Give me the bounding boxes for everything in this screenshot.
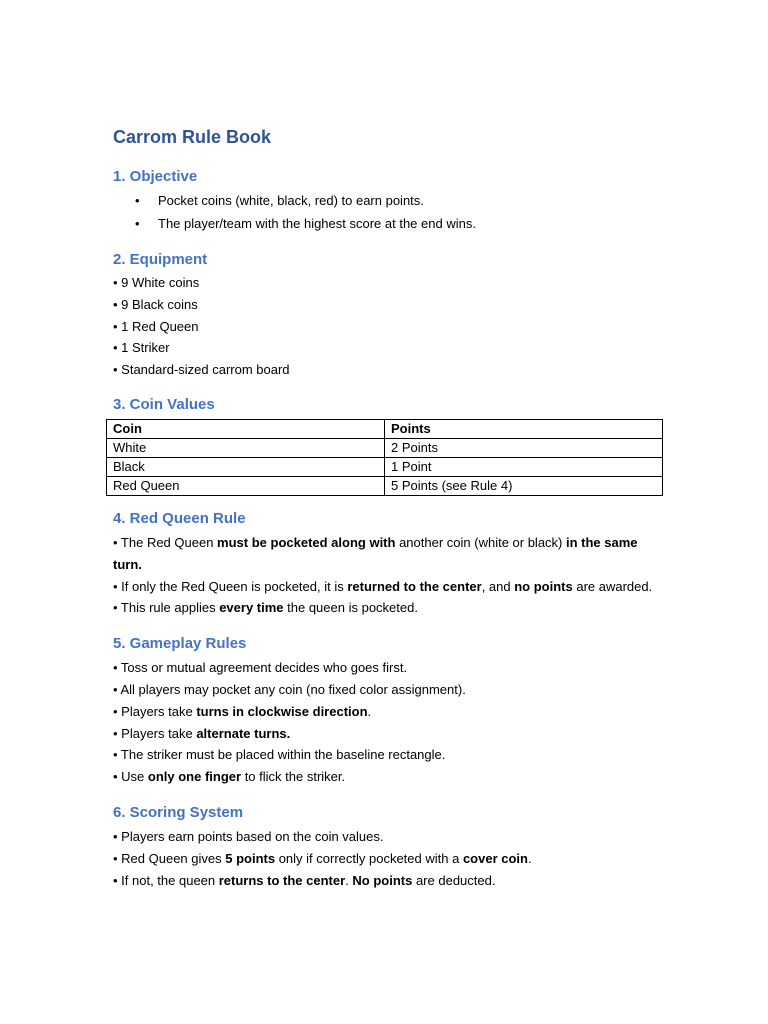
rule-paragraph: • This rule applies every time the queen is pocketed. (113, 600, 418, 616)
table-cell: 5 Points (see Rule 4) (385, 476, 663, 495)
bullet-icon: • (135, 193, 140, 208)
list-item: • 1 Red Queen (113, 318, 199, 334)
red-queen-rules (113, 532, 663, 619)
table-row (107, 457, 663, 476)
list-item: • 1 Striker (113, 340, 170, 356)
scoring-heading: 6. Scoring System (113, 803, 244, 821)
gameplay-rules (113, 657, 663, 788)
document-title: Carrom Rule Book (113, 127, 272, 147)
list-item: • Players earn points based on the coin values. (113, 828, 384, 844)
list-item: • Use only one finger to flick the striker. (113, 769, 346, 785)
table-header-row (107, 419, 663, 438)
objective-heading: 1. Objective (113, 168, 198, 185)
objective-list (113, 189, 663, 235)
column-header-coin: Coin (107, 419, 385, 438)
document-page (113, 124, 663, 891)
table-cell: 2 Points (385, 438, 663, 457)
list-item: • The striker must be placed within the baseline rectangle. (113, 747, 446, 763)
rule-paragraph: • If only the Red Queen is pocketed, it is returned to the center, and no points are awarded. (113, 578, 653, 594)
equipment-list (113, 272, 663, 381)
list-item: • Pocket coins (white, black, red) to earn points. (113, 189, 663, 212)
bullet-icon: • (135, 216, 140, 231)
gameplay-heading: 5. Gameplay Rules (113, 635, 247, 653)
list-item: • Red Queen gives 5 points only if correctly pocketed with a cover coin. (113, 850, 532, 866)
list-item: • Players take turns in clockwise direction. (113, 703, 372, 719)
list-item: • If not, the queen returns to the center. No points are deducted. (113, 872, 496, 888)
list-item: • Standard-sized carrom board (113, 362, 290, 378)
red-queen-heading: 4. Red Queen Rule (113, 509, 246, 527)
column-header-points: Points (385, 419, 663, 438)
list-item: • Toss or mutual agreement decides who goes first. (113, 660, 408, 676)
equipment-heading: 2. Equipment (113, 251, 208, 268)
table-cell: White (107, 438, 385, 457)
coin-values-heading: 3. Coin Values (113, 395, 215, 413)
list-item: • 9 White coins (113, 275, 200, 290)
table-cell: Red Queen (107, 476, 385, 495)
list-item: • 9 Black coins (113, 296, 198, 312)
table-cell: 1 Point (385, 457, 663, 476)
list-item: • Players take alternate turns. (113, 725, 291, 741)
list-item: • The player/team with the highest score at the end wins. (113, 212, 663, 235)
table-row (107, 476, 663, 495)
coin-values-table (106, 419, 663, 496)
rule-paragraph: • The Red Queen must be pocketed along with another coin (white or black) in the same turn. (113, 534, 638, 572)
scoring-rules (113, 826, 663, 891)
table-row (107, 438, 663, 457)
table-cell: Black (107, 457, 385, 476)
list-item: • All players may pocket any coin (no fixed color assignment). (113, 681, 466, 697)
